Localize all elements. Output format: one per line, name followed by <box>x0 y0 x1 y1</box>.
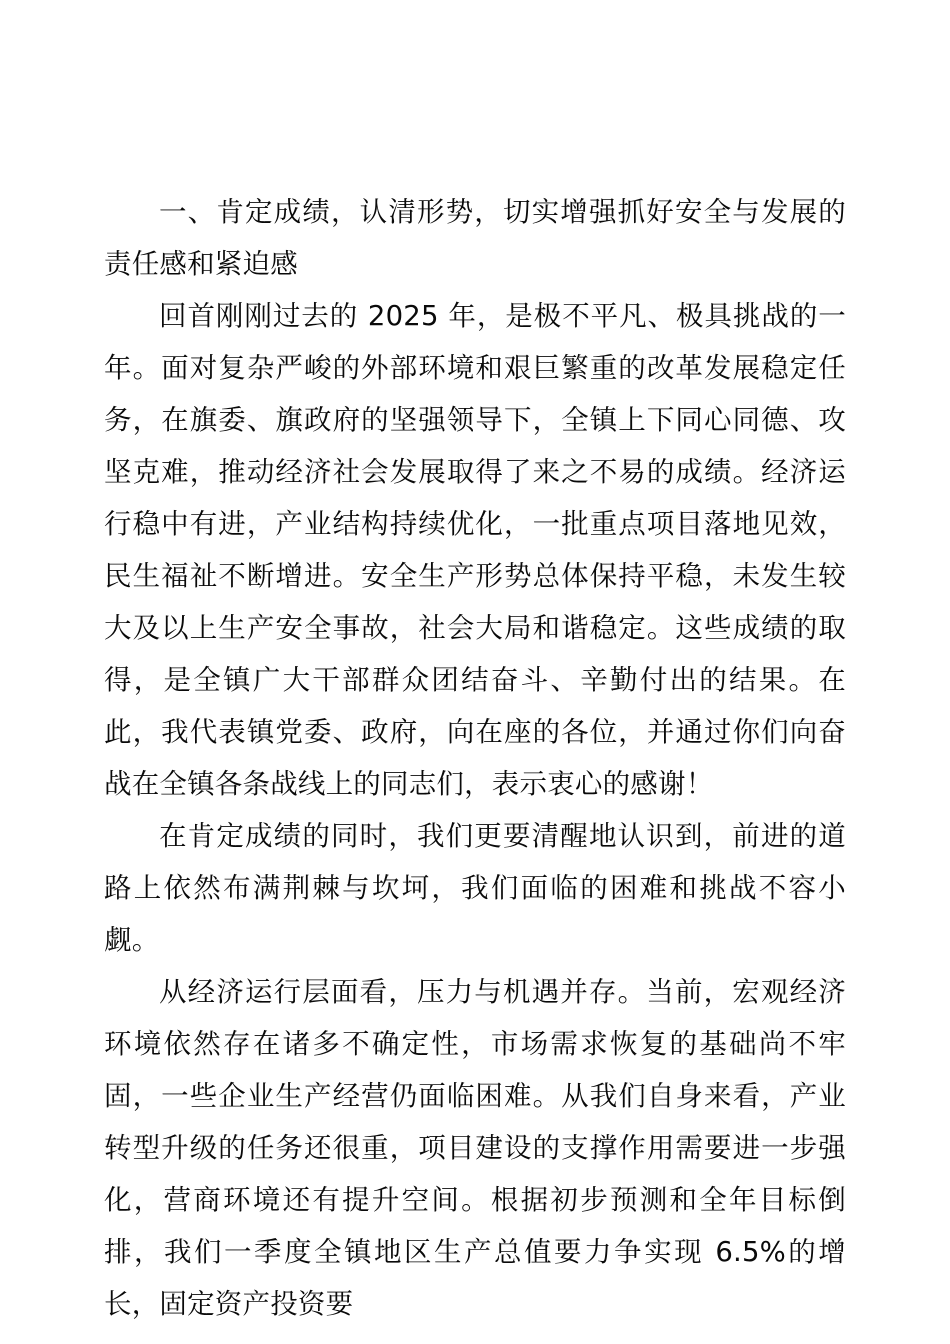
paragraph-3: 从经济运行层面看，压力与机遇并存。当前，宏观经济环境依然存在诸多不确定性，市场需求恢复的基础尚不牢固，一些企业生产经营仍面临困难。从我们自身来看，产业转型升级的任务还很重，项目建设的支撑作用需要进一步强化，营商环境还有提升空间。根据初步预测和全年目标倒排，我们一季度全镇地区生产总值要力争实现 6.5%的增长，固定资产投资要 <box>104 976 846 1320</box>
paragraph-2: 在肯定成绩的同时，我们更要清醒地认识到，前进的道路上依然布满荆棘与坎坷，我们面临的困难和挑战不容小觑。 <box>104 820 846 956</box>
document-text-column <box>104 186 846 1330</box>
paragraph-1: 回首刚刚过去的 2025 年，是极不平凡、极具挑战的一年。面对复杂严峻的外部环境和艰巨繁重的改革发展稳定任务，在旗委、旗政府的坚强领导下，全镇上下同心同德、攻坚克难，推动经济社会发展取得了来之不易的成绩。经济运行稳中有进，产业结构持续优化，一批重点项目落地见效，民生福祉不断增进。安全生产形势总体保持平稳，未发生较大及以上生产安全事故，社会大局和谐稳定。这些成绩的取得，是全镇广大干部群众团结奋斗、辛勤付出的结果。在此，我代表镇党委、政府，向在座的各位，并通过你们向奋战在全镇各条战线上的同志们，表示衷心的感谢！ <box>104 300 846 800</box>
section-heading-1: 一、肯定成绩，认清形势，切实增强抓好安全与发展的责任感和紧迫感 <box>104 196 846 280</box>
